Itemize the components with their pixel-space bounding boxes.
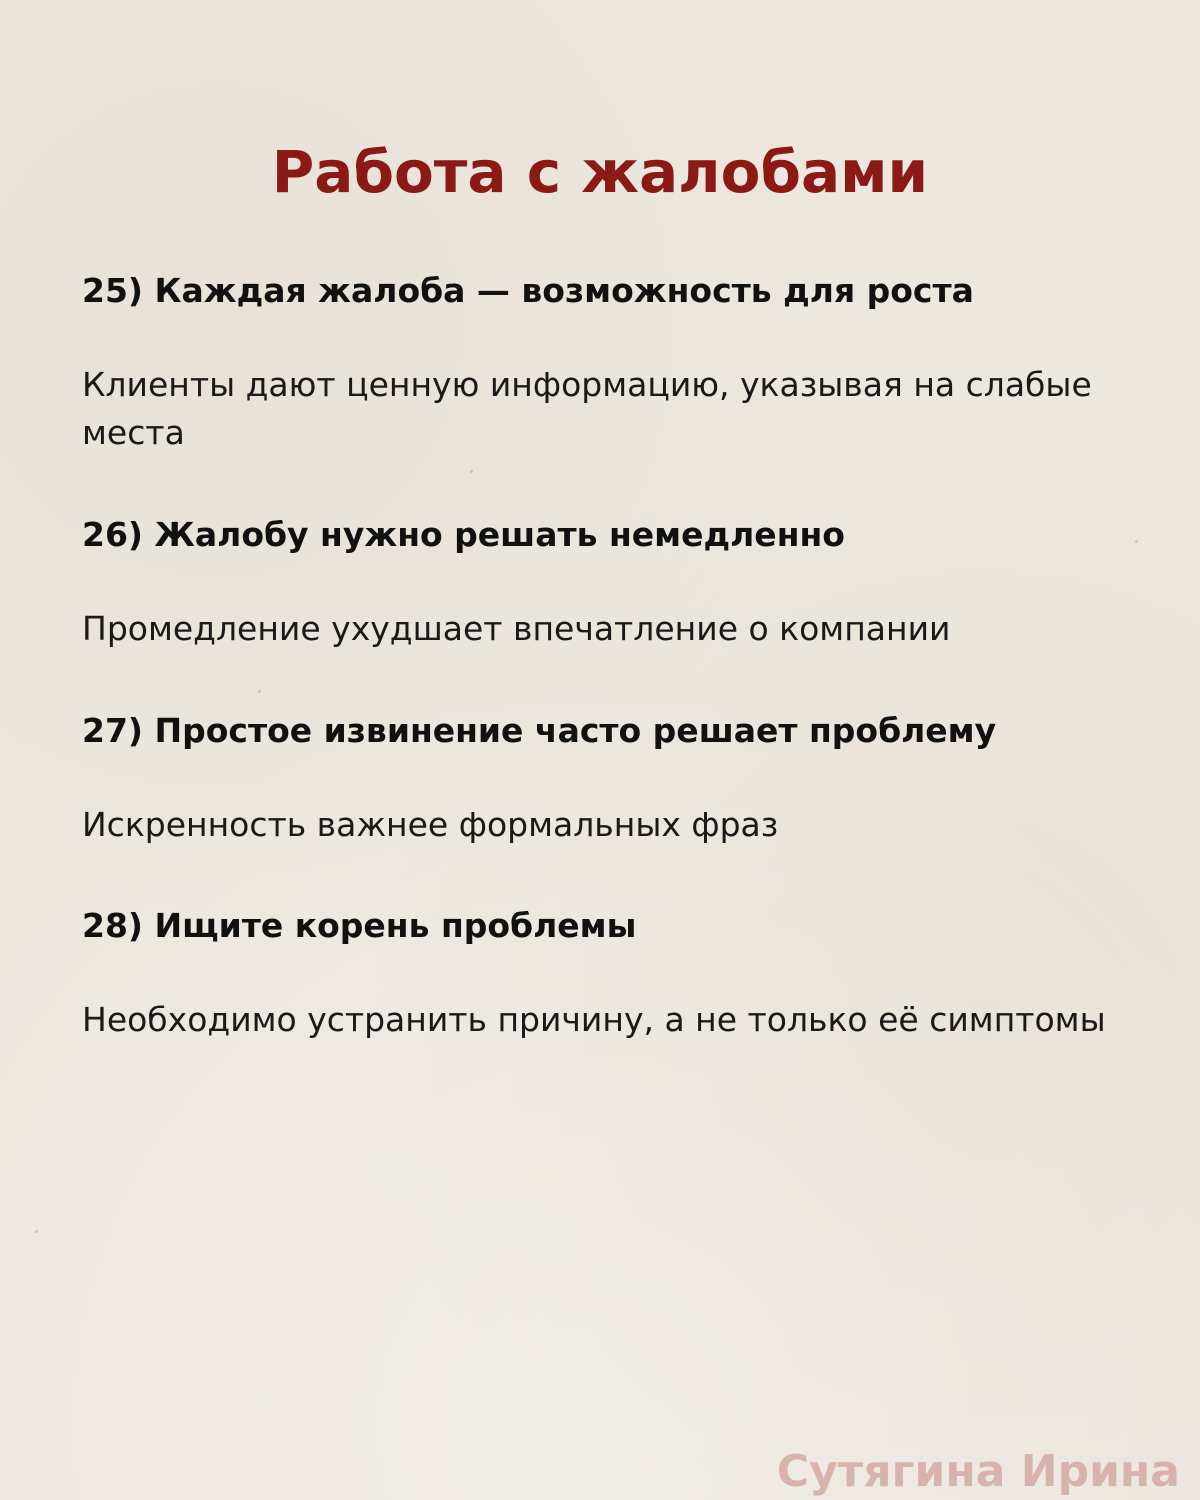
item-heading: 27) Простое извинение часто решает проблему xyxy=(82,711,997,750)
item-heading: 28) Ищите корень проблемы xyxy=(82,906,637,945)
list-item xyxy=(82,905,1122,1044)
paper-speck xyxy=(35,1230,38,1233)
paper-speck xyxy=(258,690,261,693)
author-signature: Сутягина Ирина xyxy=(776,1445,1180,1497)
item-heading: 25) Каждая жалоба — возможность для роста xyxy=(82,271,974,310)
list-item xyxy=(82,270,1122,457)
item-text: Искренность важнее формальных фраз xyxy=(82,804,779,844)
page-title: Работа с жалобами xyxy=(271,137,929,206)
list-item xyxy=(82,710,1122,849)
paper-speck xyxy=(1135,540,1138,543)
item-text: Клиенты дают ценную информацию, указывая на слабые места xyxy=(82,364,1092,452)
item-text: Необходимо устранить причину, а не только её симптомы xyxy=(82,999,1106,1039)
paper-speck xyxy=(470,470,473,473)
list-item xyxy=(82,514,1122,653)
item-heading: 26) Жалобу нужно решать немедленно xyxy=(82,515,845,554)
item-text: Промедление ухудшает впечатление о компании xyxy=(82,608,951,648)
